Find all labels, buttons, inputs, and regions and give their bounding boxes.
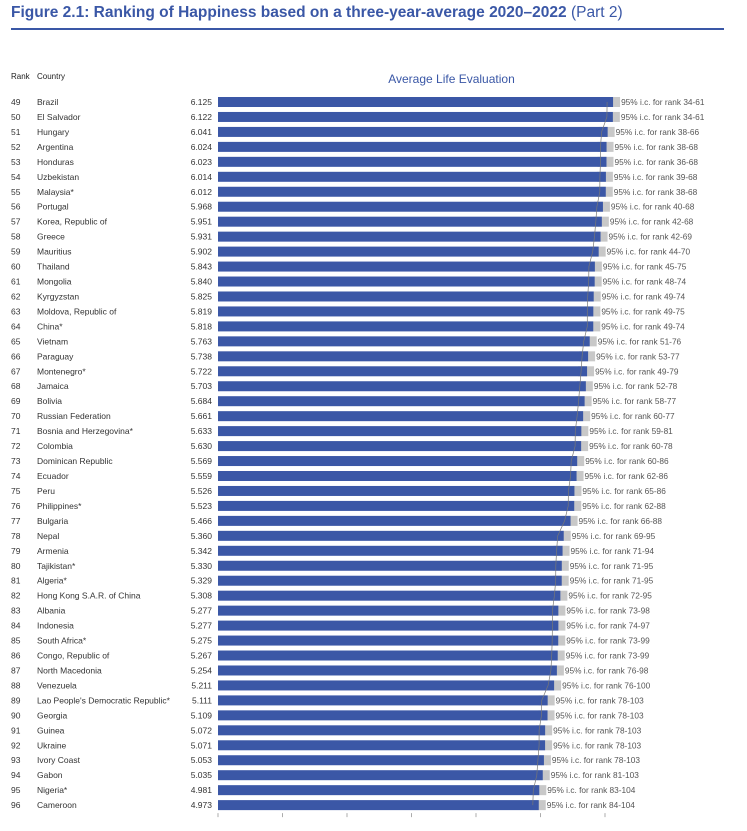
- ci-label: 95% i.c. for rank 73-99: [565, 650, 650, 661]
- value-label: 4.973: [190, 800, 212, 811]
- ci-label: 95% i.c. for rank 42-69: [608, 231, 693, 242]
- value-label: 5.254: [190, 665, 212, 676]
- ci-label: 95% i.c. for rank 48-74: [602, 276, 687, 287]
- value-label: 6.125: [190, 97, 212, 107]
- rank-label: 57: [11, 216, 21, 227]
- country-label: Lao People's Democratic Republic*: [37, 695, 170, 706]
- country-label: Hungary: [37, 126, 70, 137]
- ci-label: 95% i.c. for rank 69-95: [571, 530, 656, 541]
- ci-label: 95% i.c. for rank 66-88: [578, 515, 663, 526]
- country-label: Uzbekistan: [37, 171, 80, 182]
- country-label: Mauritius: [37, 246, 72, 257]
- rank-label: 93: [11, 755, 21, 766]
- country-label: Albania: [37, 605, 66, 616]
- country-label: Kyrgyzstan: [37, 291, 80, 302]
- country-label: Bolivia: [37, 396, 63, 407]
- bar: [218, 710, 548, 720]
- ci-label: 95% i.c. for rank 39-68: [613, 171, 698, 182]
- country-label: Congo, Republic of: [37, 650, 110, 661]
- ci-label: 95% i.c. for rank 78-103: [553, 740, 642, 751]
- rank-label: 76: [11, 500, 21, 511]
- value-label: 5.703: [190, 381, 212, 392]
- bar: [218, 426, 581, 436]
- rank-label: 59: [11, 246, 21, 257]
- value-label: 5.684: [190, 396, 212, 407]
- country-label: Vietnam: [37, 336, 69, 347]
- bar: [218, 621, 558, 631]
- bar: [218, 306, 593, 316]
- value-label: 5.308: [190, 590, 212, 601]
- rank-label: 51: [11, 126, 21, 137]
- ci-label: 95% i.c. for rank 71-94: [570, 545, 655, 556]
- value-label: 5.818: [190, 321, 212, 332]
- bar: [218, 157, 606, 167]
- value-label: 6.122: [190, 111, 212, 122]
- country-label: Honduras: [37, 156, 74, 167]
- bar: [218, 262, 595, 272]
- country-label: Nepal: [37, 530, 60, 541]
- value-label: 5.211: [191, 680, 212, 691]
- rank-label: 55: [11, 186, 21, 197]
- bar: [218, 576, 562, 586]
- bar: [218, 441, 581, 451]
- ci-label: 95% i.c. for rank 74-97: [566, 620, 650, 631]
- rank-label: 52: [11, 141, 21, 152]
- country-label: Brazil: [37, 97, 59, 107]
- ci-label: 95% i.c. for rank 71-95: [569, 560, 654, 571]
- chart-title: Average Life Evaluation: [388, 72, 515, 86]
- ci-label: 95% i.c. for rank 44-70: [606, 246, 691, 257]
- ci-label: 95% i.c. for rank 60-86: [585, 456, 669, 467]
- value-label: 5.111: [191, 695, 212, 706]
- bar: [218, 501, 574, 511]
- ci-label: 95% i.c. for rank 59-81: [589, 426, 673, 437]
- ci-label: 95% i.c. for rank 60-78: [589, 441, 673, 452]
- value-label: 4.981: [190, 785, 212, 796]
- country-label: Ivory Coast: [37, 755, 80, 766]
- ci-label: 95% i.c. for rank 83-104: [547, 785, 636, 796]
- country-label: Mongolia: [37, 276, 72, 287]
- country-label: Hong Kong S.A.R. of China: [37, 590, 141, 601]
- country-label: Korea, Republic of: [37, 216, 107, 227]
- rank-label: 82: [11, 590, 21, 601]
- country-label: Thailand: [37, 261, 70, 272]
- rank-label: 83: [11, 605, 21, 616]
- figure-title-part: (Part 2): [570, 4, 623, 21]
- rank-label: 89: [11, 695, 21, 706]
- ci-label: 95% i.c. for rank 34-61: [621, 97, 705, 107]
- bar: [218, 561, 562, 571]
- bar: [218, 800, 539, 810]
- country-label: Greece: [37, 231, 65, 242]
- country-label: Montenegro*: [37, 366, 86, 377]
- rank-label: 54: [11, 171, 21, 182]
- value-label: 5.526: [190, 485, 212, 496]
- rank-label: 87: [11, 665, 21, 676]
- rank-label: 96: [11, 800, 21, 811]
- ci-label: 95% i.c. for rank 49-74: [601, 291, 686, 302]
- value-label: 5.843: [190, 261, 212, 272]
- value-label: 6.041: [190, 126, 212, 137]
- country-label: Gabon: [37, 770, 63, 781]
- ci-label: 95% i.c. for rank 53-77: [596, 351, 680, 362]
- bar: [218, 740, 545, 750]
- bar: [218, 366, 587, 376]
- value-label: 6.023: [190, 156, 212, 167]
- value-label: 6.024: [190, 141, 212, 152]
- country-label: Philippines*: [37, 500, 82, 511]
- value-label: 5.277: [190, 620, 212, 631]
- value-label: 5.902: [190, 246, 212, 257]
- value-label: 5.277: [190, 605, 212, 616]
- rank-label: 90: [11, 710, 21, 721]
- bar: [218, 411, 583, 421]
- rank-label: 61: [11, 276, 21, 287]
- country-label: South Africa*: [37, 635, 87, 646]
- rank-label: 53: [11, 156, 21, 167]
- bar: [218, 217, 602, 227]
- rank-label: 60: [11, 261, 21, 272]
- rank-label: 91: [11, 725, 21, 736]
- rank-label: 73: [11, 456, 21, 467]
- rank-label: 78: [11, 530, 21, 541]
- ci-label: 95% i.c. for rank 73-98: [566, 605, 650, 616]
- ci-label: 95% i.c. for rank 38-66: [615, 126, 700, 137]
- bar: [218, 591, 560, 601]
- ci-label: 95% i.c. for rank 49-74: [601, 321, 685, 332]
- value-label: 6.014: [190, 171, 212, 182]
- rank-label: 69: [11, 396, 21, 407]
- bar: [218, 97, 613, 107]
- value-label: 5.931: [190, 231, 212, 242]
- rank-label: 80: [11, 560, 21, 571]
- rank-label: 92: [11, 740, 21, 751]
- value-label: 5.633: [190, 426, 212, 437]
- rank-label: 84: [11, 620, 21, 631]
- bar: [218, 396, 585, 406]
- bar: [218, 785, 539, 795]
- value-label: 5.763: [190, 336, 212, 347]
- bar: [218, 651, 558, 661]
- ci-label: 95% i.c. for rank 78-103: [553, 725, 642, 736]
- bar: [218, 516, 571, 526]
- rank-label: 74: [11, 471, 21, 481]
- bar: [218, 471, 577, 481]
- rank-label: 63: [11, 306, 21, 317]
- bar: [218, 381, 586, 391]
- country-label: Nigeria*: [37, 785, 68, 796]
- rank-column-header: Rank: [11, 72, 30, 81]
- country-label: Armenia: [37, 545, 69, 556]
- ci-label: 95% i.c. for rank 62-88: [582, 500, 666, 511]
- bar: [218, 247, 599, 257]
- bar: [218, 112, 613, 122]
- ci-label: 95% i.c. for rank 81-103: [550, 770, 639, 781]
- country-label: Moldova, Republic of: [37, 306, 117, 317]
- bar: [218, 680, 554, 690]
- rank-label: 65: [11, 336, 21, 347]
- rank-label: 77: [11, 515, 21, 526]
- value-label: 5.819: [190, 306, 212, 317]
- ci-label: 95% i.c. for rank 71-95: [569, 575, 654, 586]
- bar: [218, 725, 545, 735]
- rank-label: 58: [11, 231, 21, 242]
- bar: [218, 695, 548, 705]
- ci-label: 95% i.c. for rank 49-79: [595, 366, 679, 377]
- rank-label: 79: [11, 545, 21, 556]
- value-label: 5.360: [190, 530, 212, 541]
- value-label: 6.012: [190, 186, 212, 197]
- bar: [218, 187, 606, 197]
- ci-label: 95% i.c. for rank 51-76: [597, 336, 682, 347]
- value-label: 5.951: [190, 216, 212, 227]
- ci-label: 95% i.c. for rank 78-103: [551, 755, 641, 766]
- country-label: Paraguay: [37, 351, 74, 362]
- bar: [218, 202, 603, 212]
- rank-label: 85: [11, 635, 21, 646]
- country-label: Ukraine: [37, 740, 67, 751]
- bar: [218, 770, 543, 780]
- rank-label: 70: [11, 411, 21, 422]
- ci-label: 95% i.c. for rank 78-103: [555, 695, 644, 706]
- value-label: 5.109: [190, 710, 212, 721]
- bar: [218, 351, 588, 361]
- bar: [218, 755, 544, 765]
- bar: [218, 636, 558, 646]
- rank-label: 56: [11, 201, 21, 212]
- bar: [218, 546, 563, 556]
- value-label: 5.071: [190, 740, 212, 751]
- country-label: Indonesia: [37, 620, 74, 631]
- bar: [218, 291, 594, 301]
- value-label: 5.275: [190, 635, 212, 646]
- country-label: El Salvador: [37, 111, 81, 122]
- value-label: 5.035: [190, 770, 212, 781]
- bar: [218, 172, 606, 182]
- country-label: Ecuador: [37, 471, 69, 481]
- value-label: 5.661: [190, 411, 212, 422]
- rank-label: 66: [11, 351, 21, 362]
- rank-label: 62: [11, 291, 21, 302]
- value-label: 5.722: [190, 366, 212, 377]
- rank-label: 68: [11, 381, 21, 392]
- country-label: Cameroon: [37, 800, 77, 811]
- country-label: Bosnia and Herzegovina*: [37, 426, 133, 437]
- ci-label: 95% i.c. for rank 36-68: [614, 156, 698, 167]
- value-label: 5.329: [190, 575, 212, 586]
- country-label: Dominican Republic: [37, 456, 113, 467]
- country-label: Malaysia*: [37, 186, 74, 197]
- value-label: 5.559: [190, 471, 212, 481]
- value-label: 5.342: [190, 545, 212, 556]
- value-label: 5.072: [190, 725, 212, 736]
- ci-label: 95% i.c. for rank 38-68: [614, 141, 699, 152]
- value-label: 5.569: [190, 456, 212, 467]
- ci-label: 95% i.c. for rank 52-78: [593, 381, 678, 392]
- country-label: Tajikistan*: [37, 560, 76, 571]
- rank-label: 95: [11, 785, 21, 796]
- value-label: 5.267: [190, 650, 212, 661]
- rank-label: 67: [11, 366, 21, 377]
- ci-label: 95% i.c. for rank 58-77: [592, 396, 677, 407]
- bar: [218, 277, 595, 287]
- ci-label: 95% i.c. for rank 62-86: [584, 471, 669, 481]
- ci-label: 95% i.c. for rank 76-100: [562, 680, 651, 691]
- ci-label: 95% i.c. for rank 72-95: [568, 590, 652, 601]
- ci-label: 95% i.c. for rank 78-103: [555, 710, 644, 721]
- rank-label: 49: [11, 97, 21, 107]
- value-label: 5.840: [190, 276, 212, 287]
- rank-label: 75: [11, 485, 21, 496]
- ci-label: 95% i.c. for rank 49-75: [601, 306, 685, 317]
- bar: [218, 665, 557, 675]
- ci-label: 95% i.c. for rank 42-68: [609, 216, 694, 227]
- value-label: 5.738: [190, 351, 212, 362]
- ci-label: 95% i.c. for rank 34-61: [620, 111, 705, 122]
- country-label: Jamaica: [37, 381, 69, 392]
- value-label: 5.466: [190, 515, 212, 526]
- country-column-header: Country: [37, 72, 66, 81]
- value-label: 5.968: [190, 201, 212, 212]
- value-label: 5.523: [190, 500, 212, 511]
- rank-label: 50: [11, 111, 21, 122]
- rank-label: 81: [11, 575, 21, 586]
- country-label: Portugal: [37, 201, 69, 212]
- ci-label: 95% i.c. for rank 73-99: [566, 635, 650, 646]
- ci-label: 95% i.c. for rank 38-68: [613, 186, 698, 197]
- ci-label: 95% i.c. for rank 45-75: [602, 261, 687, 272]
- country-label: Venezuela: [37, 680, 77, 691]
- bar: [218, 142, 607, 152]
- bar: [218, 456, 577, 466]
- bar: [218, 531, 564, 541]
- value-label: 5.630: [190, 441, 212, 452]
- bar: [218, 232, 601, 242]
- country-label: Russian Federation: [37, 411, 111, 422]
- ci-label: 95% i.c. for rank 84-104: [546, 800, 635, 811]
- figure-title-main: Figure 2.1: Ranking of Happiness based on a three-year-average 2020–2022: [11, 4, 567, 21]
- country-label: North Macedonia: [37, 665, 102, 676]
- country-label: Guinea: [37, 725, 65, 736]
- ci-label: 95% i.c. for rank 60-77: [591, 411, 675, 422]
- rank-label: 94: [11, 770, 21, 781]
- value-label: 5.330: [190, 560, 212, 571]
- value-label: 5.053: [190, 755, 212, 766]
- value-label: 5.825: [190, 291, 212, 302]
- rank-label: 88: [11, 680, 21, 691]
- country-label: Bulgaria: [37, 515, 69, 526]
- rank-label: 86: [11, 650, 21, 661]
- country-label: Algeria*: [37, 575, 67, 586]
- ci-label: 95% i.c. for rank 76-98: [564, 665, 649, 676]
- ci-label: 95% i.c. for rank 40-68: [610, 201, 695, 212]
- bar: [218, 606, 558, 616]
- country-label: China*: [37, 321, 63, 332]
- rank-label: 64: [11, 321, 21, 332]
- country-label: Colombia: [37, 441, 73, 452]
- bar: [218, 321, 593, 331]
- country-label: Georgia: [37, 710, 68, 721]
- country-label: Argentina: [37, 141, 74, 152]
- rank-label: 72: [11, 441, 21, 452]
- country-label: Peru: [37, 485, 55, 496]
- bar: [218, 127, 608, 137]
- rank-label: 71: [11, 426, 21, 437]
- bar: [218, 486, 574, 496]
- ci-label: 95% i.c. for rank 65-86: [582, 485, 666, 496]
- bar: [218, 336, 590, 346]
